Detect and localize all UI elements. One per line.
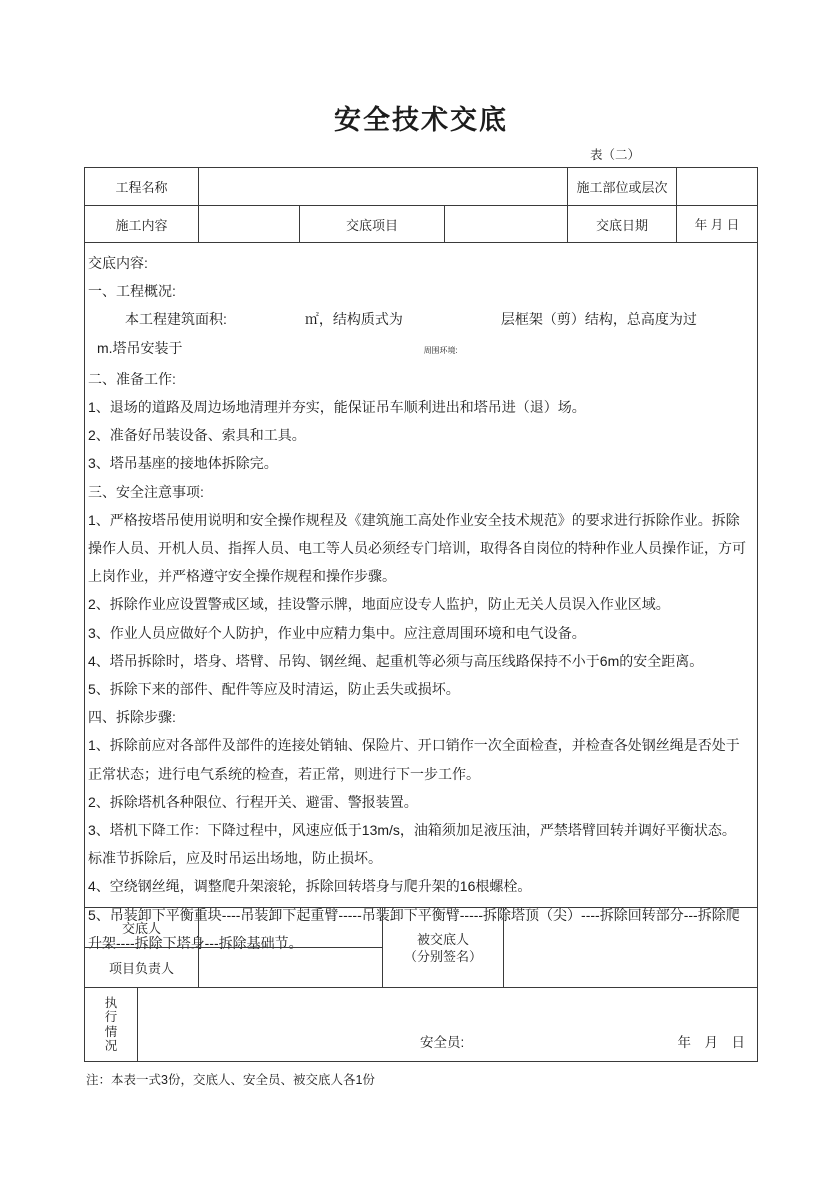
construction-part-label: 施工部位或层次 (568, 168, 677, 205)
disclosure-project-value-cell (445, 206, 568, 242)
safety-disclosure-form (84, 167, 758, 1062)
disclosure-date-value-cell: 年 月 日 (694, 218, 740, 232)
steps-item: 4、空绕钢丝绳，调整爬升架滚轮，拆除回转塔身与爬升架的16根螺栓。 (88, 878, 532, 895)
footer-note: 注：本表一式3份，交底人、安全员、被交底人各1份 (86, 1073, 375, 1087)
project-name-label: 工程名称 (85, 168, 199, 205)
preparation-item: 3、塔吊基座的接地体拆除完。 (88, 455, 278, 472)
safety-officer-label: 安全员: (420, 1035, 465, 1050)
safety-heading: 三、安全注意事项: (88, 483, 204, 500)
construction-content-label: 施工内容 (85, 206, 199, 242)
discloser-signature-cell (199, 908, 382, 948)
construction-part-value-cell (677, 168, 757, 205)
execution-status-label: 执行情况 (104, 995, 118, 1053)
building-area-label: 本工程建筑面积: (125, 311, 227, 328)
signature-section (85, 908, 757, 988)
project-name-value-cell (199, 168, 568, 205)
execution-status-row (85, 988, 757, 1061)
discloser-label: 交底人 (85, 908, 198, 948)
content-heading: 交底内容: (88, 255, 148, 271)
header-row-2 (85, 206, 757, 243)
tower-crane-install-label: m.塔吊安装于 (97, 339, 183, 356)
preparation-heading: 二、准备工作: (88, 370, 176, 387)
construction-content-value-cell (199, 206, 300, 242)
execution-date-label: 年 月 日 (677, 1035, 745, 1050)
safety-item: 1、严格按塔吊使用说明和安全操作规程及《建筑施工高处作业安全技术规范》的要求进行拆除作业。拆除操作人员、开机人员、指挥人员、电工等人员必须经专门培训，取得各自岗位的特种作业人员操作证，方可上岗作业，并严格遵守安全操作规程和操作步骤。 (88, 511, 746, 585)
safety-item: 2、拆除作业应设置警戒区域，挂设警示牌，地面应设专人监护，防止无关人员误入作业区域。 (88, 596, 670, 613)
steps-item: 5、吊装卸下平衡重块----吊装卸下起重臂-----吊装卸下平衡臂-----拆除塔顶（尖）----拆除回转部分---拆除爬升架----拆除下塔身---拆除基础节。 (88, 906, 740, 951)
project-leader-label: 项目负责人 (108, 960, 174, 976)
safety-item: 5、拆除下来的部件、配件等应及时清运，防止丢失或损坏。 (88, 681, 460, 698)
steps-heading: 四、拆除步骤: (88, 709, 176, 726)
overview-line-1 (88, 305, 749, 333)
preparation-item: 2、准备好吊装设备、索具和工具。 (88, 427, 306, 444)
project-leader-signature-cell (199, 948, 382, 988)
receivers-label: 被交底人 （分别签名） (383, 908, 504, 987)
disclosure-project-label: 交底项目 (300, 206, 445, 242)
receivers-signature-cell (504, 908, 757, 987)
steps-item: 1、拆除前应对各部件及部件的连接处销轴、保险片、开口销作一次全面检查，并检查各处钢丝绳是否处于正常状态；进行电气系统的检查，若正常，则进行下一步工作。 (88, 737, 740, 782)
overview-line-2 (88, 334, 749, 365)
execution-status-cell (138, 988, 757, 1061)
structure-type-label: ㎡，结构质式为 (304, 311, 403, 328)
surrounding-env-label: 周围环境: (423, 345, 458, 355)
overview-heading: 一、工程概况: (88, 283, 176, 300)
safety-item: 3、作业人员应做好个人防护，作业中应精力集中。应注意周围环境和电气设备。 (88, 624, 586, 641)
execution-status-label-cell (85, 988, 138, 1061)
safety-item: 4、塔吊拆除时，塔身、塔臂、吊钩、钢丝绳、起重机等必须与高压线路保持不小于6m的安全距离。 (88, 652, 704, 669)
disclosure-date-label: 交底日期 (568, 206, 677, 242)
steps-item: 3、塔机下降工作：下降过程中，风速应低于13m/s，油箱须加足液压油，严禁塔臂回转并调好平衡状态。标准节拆除后，应及时吊运出场地，防止损坏。 (88, 822, 736, 867)
header-row-1 (85, 168, 757, 206)
steps-item: 2、拆除塔机各种限位、行程开关、避雷、警报装置。 (88, 793, 418, 810)
page-title: 安全技术交底 (334, 105, 508, 135)
preparation-item: 1、退场的道路及周边场地清理并夯实，能保证吊车顺利进出和塔吊进（退）场。 (88, 399, 586, 416)
table-number-label: 表（二） (590, 148, 641, 162)
document-page (84, 0, 758, 1088)
frame-structure-label: 层框架（剪）结构，总高度为过 (500, 311, 697, 328)
